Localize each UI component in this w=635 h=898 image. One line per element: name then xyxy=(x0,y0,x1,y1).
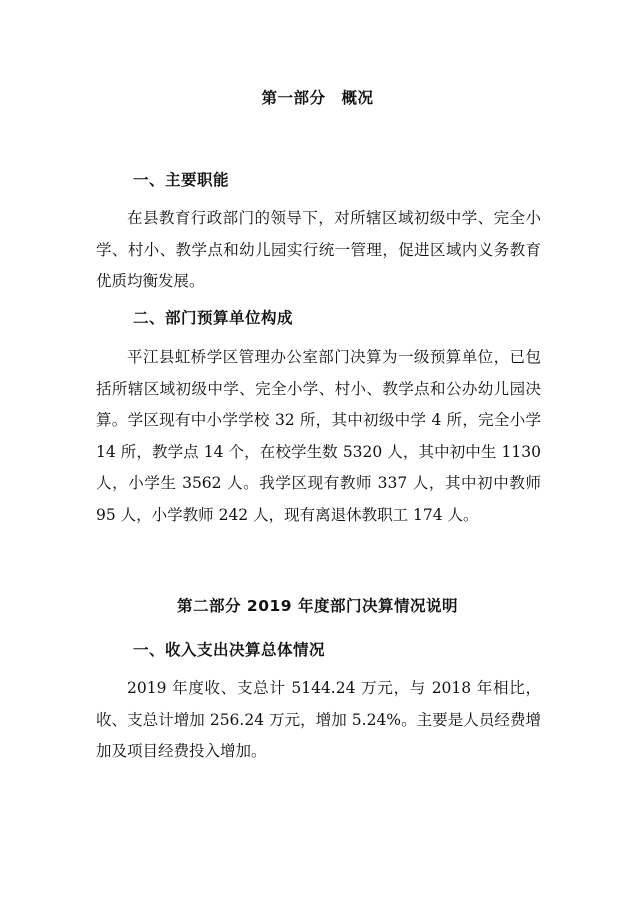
paragraph-income-expenditure: 2019 年度收、支总计 5144.24 万元，与 2018 年相比，收、支总计增加 256.24 万元，增加 5.24%。主要是人员经费增加及项目经费投入增加。 xyxy=(96,679,541,760)
part2-title: 第二部分 2019 年度部门决算情况说明 xyxy=(177,597,458,615)
section-heading-income-expenditure: 一、收入支出决算总体情况 xyxy=(133,641,326,659)
section-heading-main-functions: 一、主要职能 xyxy=(133,171,230,189)
paragraph-budget-units: 平江县虹桥学区管理办公室部门决算为一级预算单位，已包括所辖区域初级中学、完全小学、村小、教学点和公办幼儿园决算。学区现有中小学学校 32 所，其中初级中学 4 所，完全小学 14 所，教学点 14 个，在校学生数 5320 人，其中初中生 1130 人，小学生 3562 人。我学区现有教师 337 人，其中初中教师 95 人，小学教师 242 人，现有离退休教职工 174 人。 xyxy=(96,348,541,524)
paragraph-main-functions: 在县教育行政部门的领导下，对所辖区域初级中学、完全小学、村小、教学点和幼儿园实行统一管理，促进区域内义务教育优质均衡发展。 xyxy=(96,209,541,290)
part1-title: 第一部分 概况 xyxy=(261,89,374,107)
section-heading-budget-units: 二、部门预算单位构成 xyxy=(133,309,294,327)
